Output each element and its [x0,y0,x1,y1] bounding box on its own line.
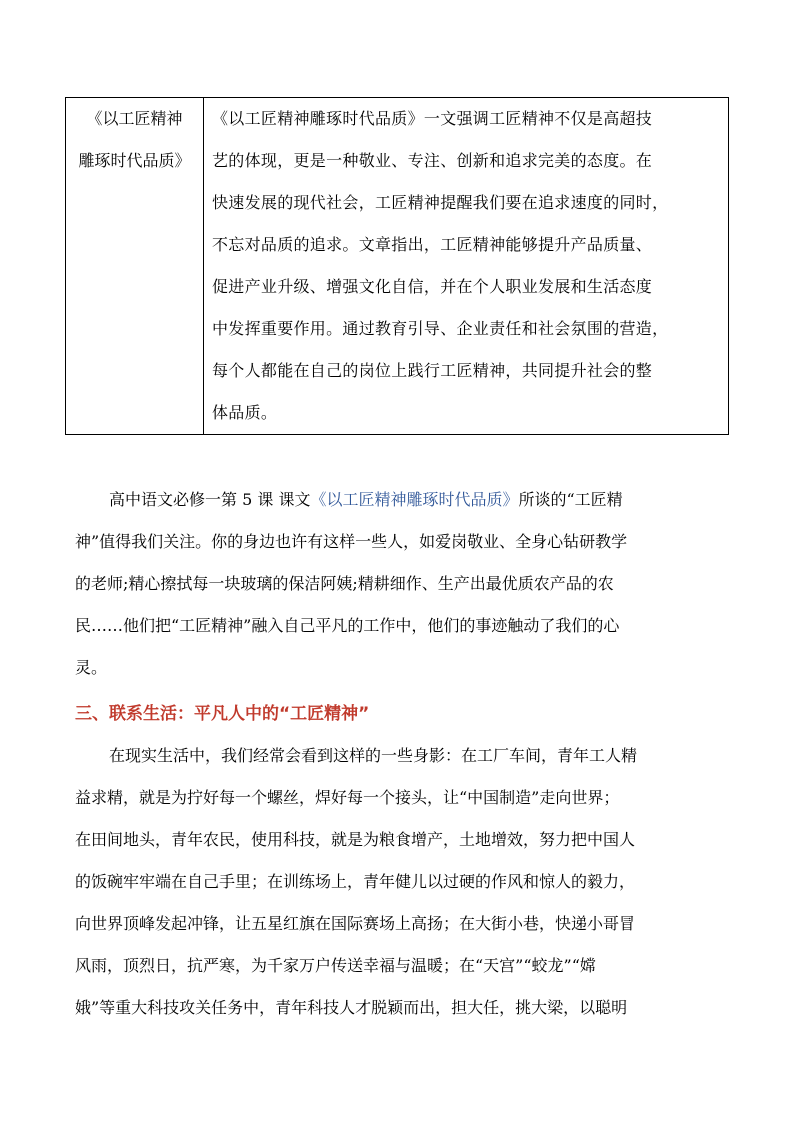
summary-line: 不忘对品质的追求。文章指出，工匠精神能够提升产品质量、 [212,235,653,254]
title-line: 雕琢时代品质》 [78,151,191,170]
summary-line: 体品质。 [212,403,278,422]
intro-lead-text: 高中语文必修一第 5 课 课文 [109,490,311,509]
section-heading: 三、联系生活：平凡人中的“工匠精神” [75,704,370,724]
paragraph-line: 益求精，就是为拧好每一个螺丝，焊好每一个接头，让“中国制造”走向世界； [75,788,620,807]
lesson-title-link[interactable]: 《以工匠精神雕琢时代品质》 [310,490,519,509]
summary-line: 促进产业升级、增强文化自信，并在个人职业发展和生活态度 [212,277,653,296]
paragraph-line: 在田间地头，青年农民，使用科技，就是为粮食增产，土地增效，努力把中国人 [75,830,636,849]
summary-line: 中发挥重要作用。通过教育引导、企业责任和社会氛围的营造， [212,319,669,338]
summary-line: 《以工匠精神雕琢时代品质》一文强调工匠精神不仅是高超技 [212,109,653,128]
summary-line: 每个人都能在自己的岗位上践行工匠精神，共同提升社会的整 [212,361,653,380]
paragraph-line [75,479,735,521]
paragraph-line: 在现实生活中，我们经常会看到这样的一些身影：在工厂车间，青年工人精 [109,746,638,765]
paragraph-line: 娥”等重大科技攻关任务中，青年科技人才脱颖而出，担大任，挑大梁，以聪明 [75,998,628,1017]
paragraph-line: 民……他们把“工匠精神”融入自己平凡的工作中，他们的事迹触动了我们的心 [75,616,620,635]
paragraph-line: 的老师;精心擦拭每一块玻璃的保洁阿姨;精耕细作、生产出最优质农产品的农 [75,574,614,593]
intro-tail-text: 所谈的“工匠精 [518,490,623,509]
table-summary-cell [204,98,729,435]
body-paragraph [75,735,735,1029]
summary-table [65,97,729,435]
paragraph-line: 的饭碗牢牢端在自己手里；在训练场上，青年健儿以过硬的作风和惊人的毅力， [75,872,636,891]
paragraph-line: 向世界顶峰发起冲锋，让五星红旗在国际赛场上高扬；在大街小巷，快递小哥冒 [75,914,636,933]
paragraph-line: 神”值得我们关注。你的身边也许有这样一些人，如爱岗敬业、全身心钻研教学 [75,532,628,551]
table-title-cell [66,98,204,435]
table-row [66,98,729,435]
paragraph-line: 风雨，顶烈日，抗严寒，为千家万户传送幸福与温暖；在“天宫”“蛟龙”“嫦 [75,956,596,975]
intro-paragraph [75,479,735,689]
paragraph-line: 灵。 [75,658,108,677]
summary-line: 艺的体现，更是一种敬业、专注、创新和追求完美的态度。在 [212,151,653,170]
title-line: 《以工匠精神 [86,109,183,128]
summary-line: 快速发展的现代社会，工匠精神提醒我们要在追求速度的同时， [212,193,669,212]
